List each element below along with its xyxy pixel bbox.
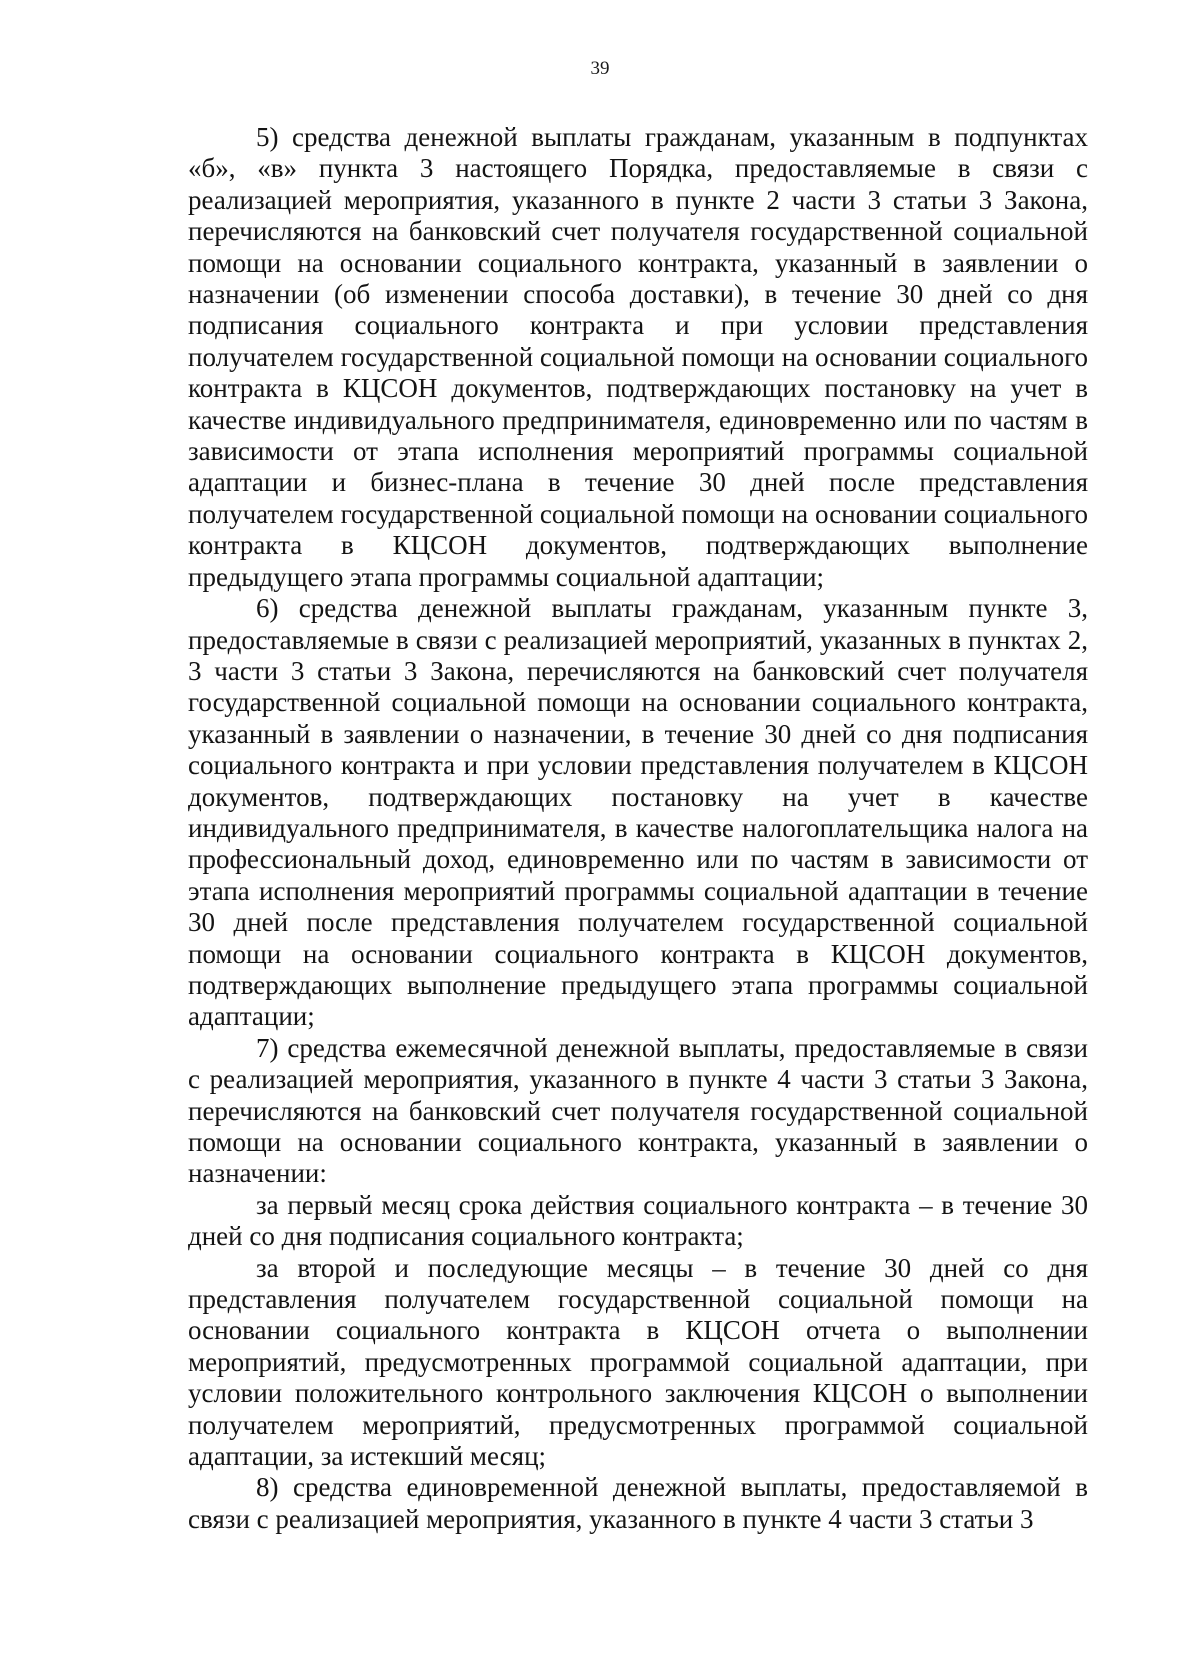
paragraph-first-month: за первый месяц срока действия социального контракта – в течение 30 дней со дня подписания социального контракта; xyxy=(188,1189,1088,1252)
paragraph-item-7: 7) средства ежемесячной денежной выплаты, предоставляемые в связи с реализацией мероприятия, указанного в пункте 4 части 3 статьи 3 Закона, перечисляются на банковский счет получателя государственной социальной помощи на основании социального контракта, указанный в заявлении о назначении: xyxy=(188,1032,1088,1189)
paragraph-item-5: 5) средства денежной выплаты гражданам, указанным в подпунктах «б», «в» пункта 3 настоящего Порядка, предоставляемые в связи с реализацией мероприятия, указанного в пункте 2 части 3 статьи 3 Закона, перечисляются на банковский счет получателя государственной социальной помощи на основании социального контракта, указанный в заявлении о назначении (об изменении способа доставки), в течение 30 дней со дня подписания социального контракта и при условии представления получателем государственной социальной помощи на основании социального контракта в КЦСОН документов, подтверждающих постановку на учет в качестве индивидуального предпринимателя, единовременно или по частям в зависимости от этапа исполнения мероприятий программы социальной адаптации и бизнес-плана в течение 30 дней после представления получателем государственной социальной помощи на основании социального контракта в КЦСОН документов, подтверждающих выполнение предыдущего этапа программы социальной адаптации; xyxy=(188,122,1088,592)
page-number: 39 xyxy=(590,58,610,79)
paragraph-item-8: 8) средства единовременной денежной выплаты, предоставляемой в связи с реализацией мероприятия, указанного в пункте 4 части 3 статьи 3 xyxy=(188,1472,1088,1534)
paragraph-subsequent-months: за второй и последующие месяцы – в течение 30 дней со дня представления получателем государственной социальной помощи на основании социального контракта в КЦСОН отчета о выполнении мероприятий, предусмотренных программой социальной адаптации, при условии положительного контрольного заключения КЦСОН о выполнении получателем мероприятий, предусмотренных программой социальной адаптации, за истекший месяц; xyxy=(188,1252,1088,1472)
document-body xyxy=(188,122,1088,1535)
paragraph-item-6: 6) средства денежной выплаты гражданам, указанным пункте 3, предоставляемые в связи с реализацией мероприятий, указанных в пунктах 2, 3 части 3 статьи 3 Закона, перечисляются на банковский счет получателя государственной социальной помощи на основании социального контракта, указанный в заявлении о назначении, в течение 30 дней со дня подписания социального контракта и при условии представления получателем в КЦСОН документов, подтверждающих постановку на учет в качестве индивидуального предпринимателя, в качестве налогоплательщика налога на профессиональный доход, единовременно или по частям в зависимости от этапа исполнения мероприятий программы социальной адаптации в течение 30 дней после представления получателем государственной социальной помощи на основании социального контракта в КЦСОН документов, подтверждающих выполнение предыдущего этапа программы социальной адаптации; xyxy=(188,593,1088,1032)
